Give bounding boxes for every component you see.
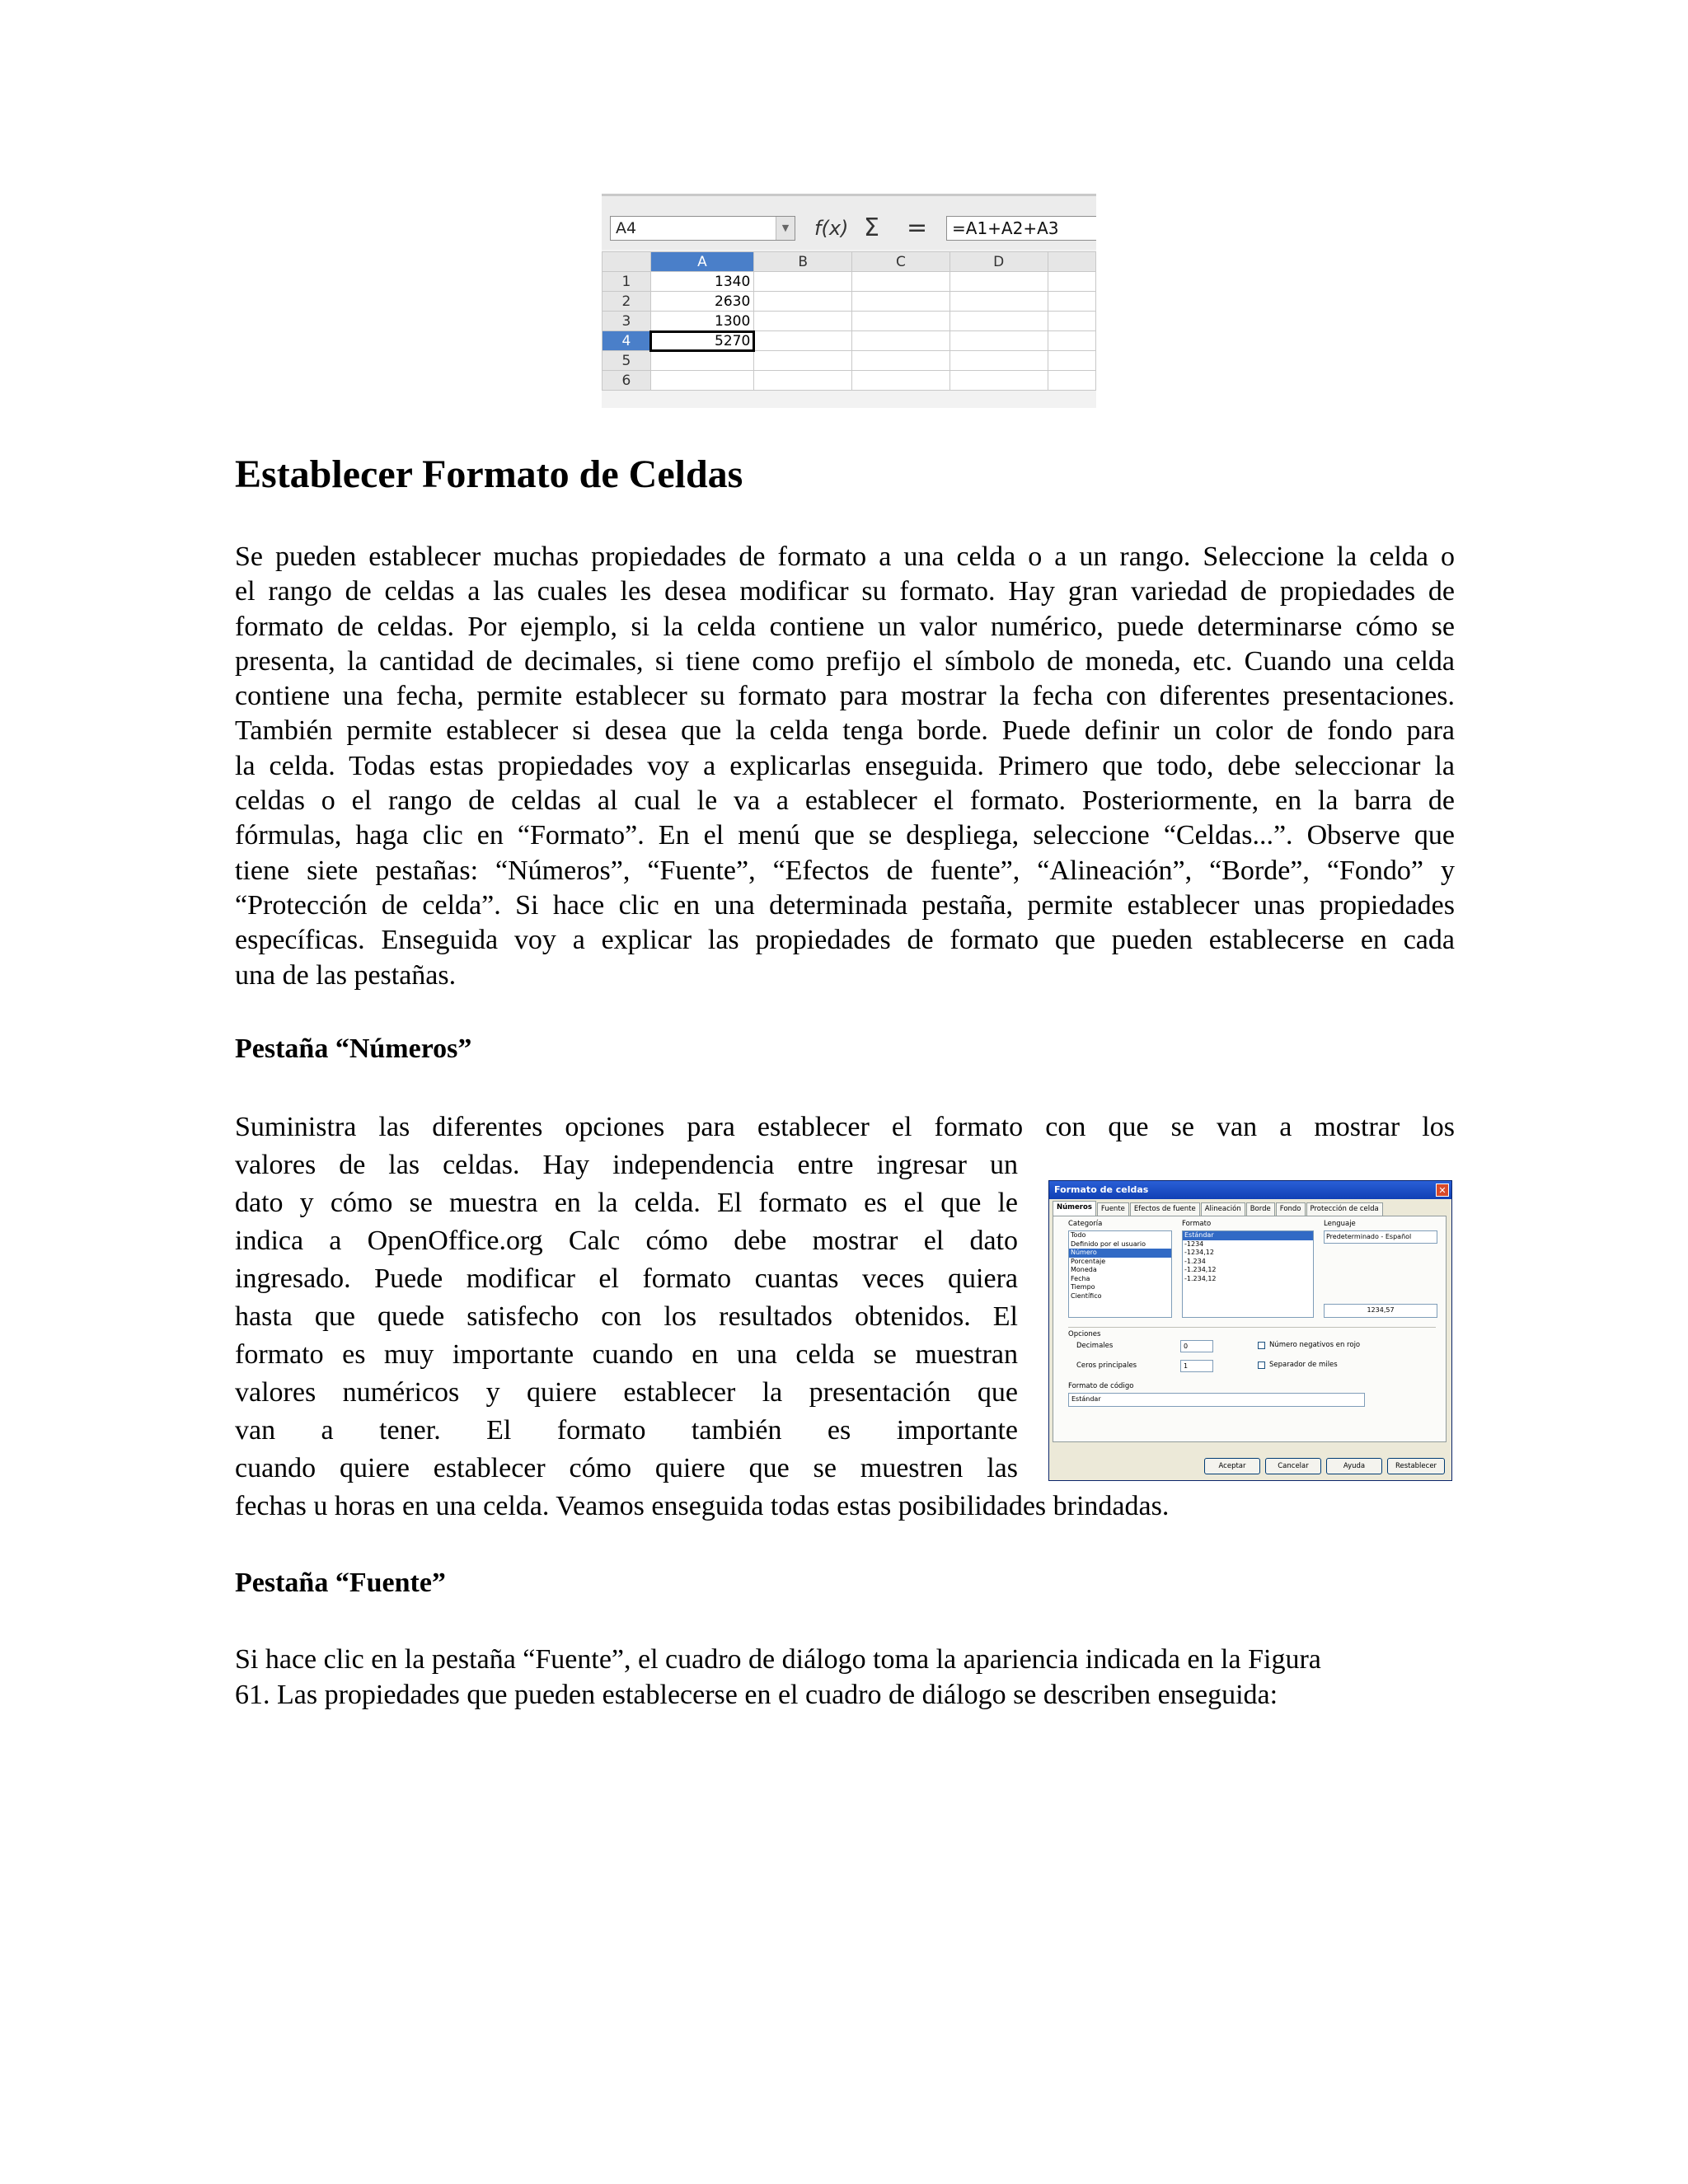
cell[interactable] bbox=[950, 312, 1048, 331]
column-header-a[interactable]: A bbox=[650, 252, 754, 272]
sum-icon[interactable]: Σ bbox=[864, 213, 879, 242]
paragraph-line: 61. Las propiedades que pueden establecerse en el cuadro de diálogo se describen enseguida: bbox=[235, 1680, 1278, 1710]
page-title: Establecer Formato de Celdas bbox=[235, 452, 743, 496]
paragraph-line: específicas. Enseguida voy a explicar las propiedades de formato que pueden establecerse en cada bbox=[235, 925, 1455, 956]
paragraph-line: Se pueden establecer muchas propiedades de formato a una celda o a un rango. Seleccione la celda o bbox=[235, 541, 1455, 572]
table-row bbox=[603, 351, 1096, 371]
cell[interactable] bbox=[754, 331, 852, 351]
list-item[interactable]: Tiempo bbox=[1071, 1283, 1095, 1291]
cell[interactable] bbox=[852, 331, 950, 351]
list-item[interactable]: Todo bbox=[1071, 1231, 1086, 1239]
tab-proteccion[interactable]: Protección de celda bbox=[1306, 1202, 1383, 1216]
cell-a4-active[interactable]: 5270 bbox=[650, 331, 754, 351]
separador-checkbox[interactable] bbox=[1258, 1361, 1265, 1369]
cell[interactable] bbox=[852, 312, 950, 331]
tab-numeros[interactable]: Números bbox=[1053, 1201, 1096, 1216]
cell[interactable] bbox=[950, 272, 1048, 292]
codigo-label: Formato de código bbox=[1068, 1382, 1134, 1390]
format-preview: 1234,57 bbox=[1324, 1304, 1437, 1318]
cell[interactable] bbox=[950, 351, 1048, 371]
divider bbox=[1068, 1327, 1436, 1328]
table-row bbox=[603, 331, 1096, 351]
decimales-label: Decimales bbox=[1076, 1342, 1114, 1350]
cell-a2[interactable]: 2630 bbox=[650, 292, 754, 312]
paragraph-line: ingresado. Puede modificar el formato cuantas veces quiera bbox=[235, 1263, 1018, 1294]
cell[interactable] bbox=[852, 351, 950, 371]
cell[interactable] bbox=[852, 292, 950, 312]
list-item[interactable]: -1234 bbox=[1184, 1240, 1204, 1248]
column-header-d[interactable]: D bbox=[950, 252, 1048, 272]
lenguaje-label: Lenguaje bbox=[1324, 1220, 1356, 1228]
lenguaje-select[interactable] bbox=[1324, 1230, 1437, 1244]
ayuda-button[interactable]: Ayuda bbox=[1326, 1458, 1382, 1474]
cell[interactable] bbox=[950, 371, 1048, 391]
list-item[interactable]: Porcentaje bbox=[1071, 1257, 1106, 1265]
cell[interactable] bbox=[950, 331, 1048, 351]
cell[interactable] bbox=[1048, 312, 1095, 331]
table-row bbox=[603, 371, 1096, 391]
numeros-wrapped-text bbox=[235, 1146, 1018, 1488]
cell-a6[interactable] bbox=[650, 371, 754, 391]
corner-header[interactable] bbox=[603, 252, 651, 272]
paragraph-line: contiene una fecha, permite establecer su formato para mostrar la fecha con diferentes presentaciones. bbox=[235, 681, 1455, 712]
table-row bbox=[603, 292, 1096, 312]
negativos-label: Número negativos en rojo bbox=[1269, 1341, 1361, 1349]
ceros-stepper[interactable]: 1 bbox=[1180, 1360, 1213, 1372]
list-item[interactable]: Definido por el usuario bbox=[1071, 1240, 1146, 1248]
cell[interactable] bbox=[852, 371, 950, 391]
cell[interactable] bbox=[754, 292, 852, 312]
list-item[interactable]: Moneda bbox=[1071, 1266, 1097, 1273]
cell[interactable] bbox=[1048, 351, 1095, 371]
list-item[interactable]: Científico bbox=[1071, 1291, 1102, 1300]
tab-efectos-fuente[interactable]: Efectos de fuente bbox=[1130, 1202, 1200, 1216]
column-header-c[interactable]: C bbox=[852, 252, 950, 272]
paragraph-line: Si hace clic en la pestaña “Fuente”, el cuadro de diálogo toma la apariencia indicada en la Figura bbox=[235, 1644, 1321, 1675]
lenguaje-value: Predeterminado - Español bbox=[1326, 1233, 1412, 1240]
row-header[interactable]: 5 bbox=[603, 351, 651, 371]
intro-paragraph bbox=[235, 540, 1455, 993]
categoria-label: Categoría bbox=[1068, 1220, 1103, 1228]
ceros-label: Ceros principales bbox=[1076, 1361, 1137, 1370]
cell[interactable] bbox=[754, 312, 852, 331]
paragraph-line: celdas o el rango de celdas al cual le va a establecer el formato. Posteriormente, en la barra de bbox=[235, 785, 1455, 817]
fuente-paragraph bbox=[235, 1642, 1471, 1713]
paragraph-line: fórmulas, haga clic en “Formato”. En el menú que se despliega, seleccione “Celdas...”. Observe que bbox=[235, 820, 1455, 851]
cell[interactable] bbox=[754, 351, 852, 371]
chevron-down-icon[interactable]: ▼ bbox=[776, 217, 795, 240]
list-item[interactable]: -1.234 bbox=[1184, 1257, 1206, 1265]
cell[interactable] bbox=[1048, 331, 1095, 351]
table-row bbox=[603, 312, 1096, 331]
row-header[interactable]: 1 bbox=[603, 272, 651, 292]
paragraph-line: valores numéricos y quiere establecer la presentación que bbox=[235, 1377, 1018, 1408]
tab-borde[interactable]: Borde bbox=[1246, 1202, 1275, 1216]
codigo-input[interactable]: Estándar bbox=[1068, 1393, 1365, 1407]
cell-a5[interactable] bbox=[650, 351, 754, 371]
paragraph-line: cuando quiere establecer cómo quiere que se muestren las bbox=[235, 1453, 1018, 1483]
row-header[interactable]: 4 bbox=[603, 331, 651, 351]
paragraph-line: formato es muy importante cuando en una celda se muestran bbox=[235, 1339, 1018, 1370]
paragraph-line: tiene siete pestañas: “Números”, “Fuente”, “Efectos de fuente”, “Alineación”, “Borde”, “Fondo” y bbox=[235, 855, 1455, 886]
row-header[interactable]: 3 bbox=[603, 312, 651, 331]
fuente-heading: Pestaña “Fuente” bbox=[235, 1568, 446, 1598]
dialog-panel bbox=[1053, 1216, 1447, 1442]
table-row bbox=[603, 272, 1096, 292]
dialog-titlebar bbox=[1049, 1181, 1451, 1199]
paragraph-line: presenta, la cantidad de decimales, si tiene como prefijo el símbolo de moneda, etc. Cuando una celda bbox=[235, 645, 1455, 677]
paragraph-line: una de las pestañas. bbox=[235, 959, 457, 991]
restablecer-button[interactable]: Restablecer bbox=[1387, 1458, 1445, 1474]
cell-a1[interactable]: 1340 bbox=[650, 272, 754, 292]
list-item[interactable]: -1.234,12 bbox=[1184, 1274, 1217, 1282]
function-wizard-icon[interactable]: f(x) bbox=[814, 217, 849, 240]
formula-input[interactable]: =A1+A2+A3 bbox=[946, 216, 1096, 241]
paragraph-line: indica a OpenOffice.org Calc cómo debe mostrar el dato bbox=[235, 1226, 1018, 1256]
list-item[interactable]: -1234,12 bbox=[1184, 1249, 1214, 1256]
name-box[interactable] bbox=[610, 216, 795, 241]
column-header-e[interactable] bbox=[1048, 252, 1095, 272]
paragraph-line: van a tener. El formato también es importante bbox=[235, 1415, 1018, 1446]
negativos-checkbox[interactable] bbox=[1258, 1342, 1265, 1349]
column-header-b[interactable]: B bbox=[754, 252, 852, 272]
cancelar-button[interactable]: Cancelar bbox=[1265, 1458, 1321, 1474]
paragraph-line: También permite establecer si desea que la celda tenga borde. Puede definir un color de fondo para bbox=[235, 715, 1455, 747]
name-box-value: A4 bbox=[616, 219, 637, 237]
tab-fondo[interactable]: Fondo bbox=[1276, 1202, 1306, 1216]
equals-icon[interactable]: = bbox=[907, 213, 928, 242]
cell[interactable] bbox=[1048, 371, 1095, 391]
dialog-title: Formato de celdas bbox=[1054, 1184, 1149, 1195]
paragraph-line: dato y cómo se muestra en la celda. El formato es el que le bbox=[235, 1188, 1018, 1218]
numeros-first-line: Suministra las diferentes opciones para establecer el formato con que se van a mostrar los bbox=[235, 1112, 1455, 1142]
cell[interactable] bbox=[1048, 292, 1095, 312]
numeros-last-line: fechas u horas en una celda. Veamos enseguida todas estas posibilidades brindadas. bbox=[235, 1491, 1170, 1521]
opciones-label: Opciones bbox=[1068, 1330, 1101, 1338]
spreadsheet-screenshot bbox=[602, 194, 1096, 408]
cell-a3[interactable]: 1300 bbox=[650, 312, 754, 331]
paragraph-line: el rango de celdas a las cuales les desea modificar su formato. Hay gran variedad de propiedades de bbox=[235, 576, 1455, 607]
categoria-list[interactable] bbox=[1068, 1230, 1172, 1318]
paragraph-line: hasta que quede satisfecho con los resultados obtenidos. El bbox=[235, 1301, 1018, 1332]
cell[interactable] bbox=[950, 292, 1048, 312]
paragraph-line: la celda. Todas estas propiedades voy a explicarlas enseguida. Primero que todo, debe seleccionar la bbox=[235, 750, 1455, 781]
format-cells-dialog bbox=[1048, 1180, 1452, 1481]
cell[interactable] bbox=[754, 272, 852, 292]
formato-list[interactable] bbox=[1182, 1230, 1314, 1318]
cell[interactable] bbox=[754, 371, 852, 391]
spreadsheet-grid bbox=[602, 251, 1096, 391]
paragraph-line: valores de las celdas. Hay independencia entre ingresar un bbox=[235, 1150, 1018, 1180]
list-item[interactable]: Fecha bbox=[1071, 1274, 1090, 1282]
separador-label: Separador de miles bbox=[1269, 1361, 1338, 1369]
cell[interactable] bbox=[852, 272, 950, 292]
list-item-selected[interactable]: Estándar bbox=[1183, 1231, 1313, 1240]
decimales-stepper[interactable]: 0 bbox=[1180, 1340, 1213, 1352]
tab-fuente[interactable]: Fuente bbox=[1097, 1202, 1129, 1216]
aceptar-button[interactable]: Aceptar bbox=[1204, 1458, 1260, 1474]
row-header[interactable]: 6 bbox=[603, 371, 651, 391]
list-item-selected[interactable]: Número bbox=[1069, 1249, 1171, 1258]
paragraph-line: “Protección de celda”. Si hace clic en una determinada pestaña, permite establecer unas propiedades bbox=[235, 889, 1455, 921]
dialog-tabs bbox=[1053, 1202, 1384, 1216]
close-icon[interactable]: ✕ bbox=[1436, 1183, 1449, 1197]
formula-bar bbox=[602, 194, 1096, 250]
row-header[interactable]: 2 bbox=[603, 292, 651, 312]
formato-label: Formato bbox=[1182, 1220, 1212, 1228]
numeros-heading: Pestaña “Números” bbox=[235, 1033, 472, 1064]
tab-alineacion[interactable]: Alineación bbox=[1201, 1202, 1245, 1216]
list-item[interactable]: -1.234,12 bbox=[1184, 1266, 1217, 1273]
cell[interactable] bbox=[1048, 272, 1095, 292]
paragraph-line: formato de celdas. Por ejemplo, si la celda contiene un valor numérico, puede determinarse cómo se bbox=[235, 611, 1455, 642]
